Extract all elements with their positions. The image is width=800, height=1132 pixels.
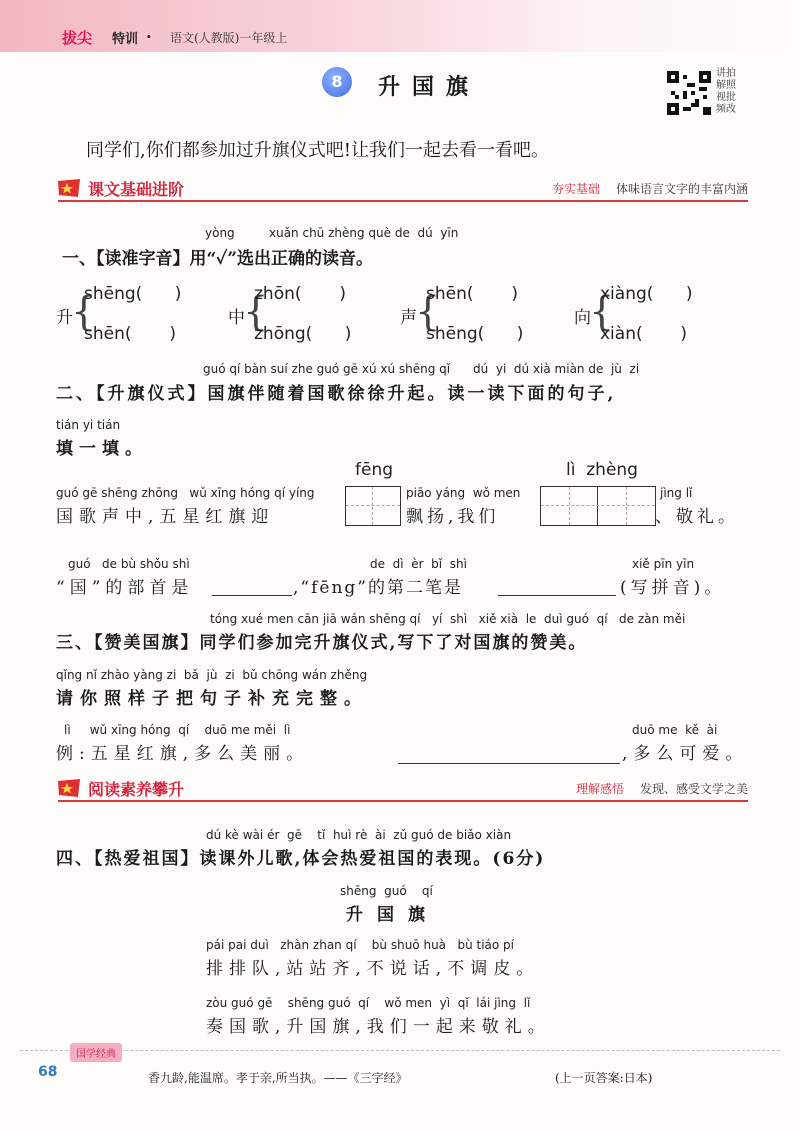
q2-text-3c: 、敬礼。 bbox=[655, 507, 739, 527]
q2-text-2: 填一填。 bbox=[56, 439, 148, 459]
answer-blank-praise[interactable] bbox=[398, 762, 620, 764]
section-title: 阅读素养攀升 bbox=[88, 780, 185, 799]
q4-pinyin: dú kè wài ér gē tǐ huì rè ài zǔ guó de biǎo xiàn bbox=[206, 828, 512, 842]
q3-pinyin-2: qǐng nǐ zhào yàng zi bǎ jù zi bǔ chōng wán zhěng bbox=[56, 668, 368, 682]
star-flag-icon bbox=[58, 179, 80, 197]
q3-text-4: ,多么可爱。 bbox=[622, 744, 749, 764]
section-tag: 体味语言文字的丰富内涵 bbox=[615, 182, 748, 196]
q3-pinyin-4: duō me kě ài bbox=[632, 723, 718, 737]
poem-line-pinyin: zòu guó gē shēng guó qí wǒ men yì qǐ lái jìng lǐ bbox=[206, 996, 531, 1010]
book-info: 语文(人教版)一年级上 bbox=[170, 31, 288, 45]
q1-opt-3a[interactable]: shēn( ) bbox=[426, 284, 518, 304]
tianzige-box-2[interactable] bbox=[540, 486, 656, 526]
q1-text: 一、【读准字音】用“✓”选出正确的读音。 bbox=[62, 249, 374, 269]
intro-text: 同学们,你们都参加过升旗仪式吧!让我们一起去看一看吧。 bbox=[86, 140, 549, 161]
q3-pinyin-3: lì wǔ xīng hóng qí duō me měi lì bbox=[64, 723, 291, 737]
q2-pinyin-4c: xiě pīn yīn bbox=[632, 557, 695, 571]
section-tagline bbox=[552, 180, 748, 197]
q1-opt-4a[interactable]: xiàng( ) bbox=[600, 284, 693, 304]
tianzige-box-1[interactable] bbox=[345, 486, 401, 526]
q2-pinyin-3a: guó gē shēng zhōng wǔ xīng hóng qí yíng bbox=[56, 486, 315, 500]
brace-icon: { bbox=[415, 289, 441, 335]
brace-icon: { bbox=[243, 289, 269, 335]
brand-name: 拔尖 bbox=[62, 29, 93, 47]
poem-title: 升国旗 bbox=[346, 905, 439, 925]
q3-pinyin-1: tóng xué men cān jiā wán shēng qí yí shì xiě xià le duì guó qí de zàn měi bbox=[210, 612, 686, 626]
page-number: 68 bbox=[38, 1064, 58, 1080]
footer-tag: 国学经典 bbox=[70, 1043, 122, 1062]
q2-text-4c: (写拼音)。 bbox=[620, 578, 726, 598]
q2-text-4a: “国”的部首是 bbox=[56, 578, 194, 598]
brace-icon: { bbox=[589, 289, 615, 335]
section-tagline bbox=[576, 780, 748, 797]
section-header-basic bbox=[58, 178, 748, 204]
q2-pinyin-2: tián yi tián bbox=[56, 418, 121, 432]
q2-pinyin-4a: guó de bù shǒu shì bbox=[68, 557, 190, 571]
section-title: 课文基础进阶 bbox=[88, 180, 185, 199]
q1-char-1: 升 bbox=[56, 308, 73, 328]
answer-blank-radical[interactable] bbox=[212, 594, 292, 596]
q3-text-2: 请你照样子把句子补充完整。 bbox=[56, 689, 368, 709]
q3-text-1: 三、【赞美国旗】同学们参加完升旗仪式,写下了对国旗的赞美。 bbox=[56, 633, 588, 653]
q1-opt-2a[interactable]: zhōn( ) bbox=[254, 284, 346, 304]
q1-char-4: 向 bbox=[574, 308, 591, 328]
section-header-reading bbox=[58, 778, 748, 804]
q2-pinyin-3b: piāo yáng wǒ men bbox=[406, 486, 521, 500]
previous-answer: (上一页答案:日本) bbox=[555, 1071, 653, 1085]
q1-opt-2b[interactable]: zhōng( ) bbox=[254, 324, 352, 344]
answer-blank-stroke[interactable] bbox=[498, 594, 616, 596]
poem-line: 排排队,站站齐,不说话,不调皮。 bbox=[206, 959, 540, 979]
blank-pinyin-2: lì zhèng bbox=[566, 460, 638, 480]
q2-pinyin-4b: de dì èr bǐ shì bbox=[370, 557, 467, 571]
q1-opt-1a[interactable]: shēng( ) bbox=[84, 284, 182, 304]
lesson-number: 8 bbox=[322, 67, 352, 97]
q4-text: 四、【热爱祖国】读课外儿歌,体会热爱祖国的表现。(6分) bbox=[56, 849, 546, 869]
q2-text-3b: 飘扬,我们 bbox=[406, 507, 500, 527]
q1-char-3: 声 bbox=[400, 308, 417, 328]
section-tag-red: 夯实基础 bbox=[551, 182, 600, 196]
q2-pinyin-3c: jìng lǐ bbox=[660, 486, 693, 500]
q2-text-1: 二、【升旗仪式】国旗伴随着国歌徐徐升起。读一读下面的句子, bbox=[56, 384, 617, 404]
q1-char-2: 中 bbox=[228, 308, 245, 328]
q1-pinyin: yòng xuǎn chū zhèng què de dú yīn bbox=[205, 226, 459, 240]
q1-opt-1b[interactable]: shēn( ) bbox=[84, 324, 176, 344]
poem-title-pinyin: shēng guó qí bbox=[340, 884, 433, 898]
qr-caption: 讲拍解照视批频改 bbox=[716, 68, 736, 115]
section-tag: 发现、感受文学之美 bbox=[639, 782, 748, 796]
footer-quote: 香九龄,能温席。孝于亲,所当执。——《三字经》 bbox=[148, 1071, 408, 1085]
blank-pinyin-1: fēng bbox=[355, 460, 394, 480]
q2-text-4b: ,“fēng”的第二笔是 bbox=[293, 578, 463, 598]
q3-example: 例:五星红旗,多么美丽。 bbox=[56, 744, 310, 764]
footer-divider bbox=[20, 1050, 780, 1051]
poem-line-pinyin: pái pai duì zhàn zhan qí bù shuō huà bù tiáo pí bbox=[206, 938, 515, 952]
q1-opt-4b[interactable]: xiàn( ) bbox=[600, 324, 688, 344]
lesson-title: 升国旗 bbox=[378, 74, 481, 100]
star-flag-icon bbox=[58, 779, 80, 797]
section-tag-red: 理解感悟 bbox=[575, 782, 624, 796]
header-dot: · bbox=[146, 27, 152, 46]
qr-code-icon[interactable] bbox=[667, 71, 711, 115]
q1-opt-3b[interactable]: shēng( ) bbox=[426, 324, 524, 344]
brace-icon: { bbox=[71, 289, 97, 335]
brand-name-2: 特训 bbox=[112, 32, 139, 47]
q2-text-3a: 国歌声中,五星红旗迎 bbox=[56, 507, 275, 527]
poem-line: 奏国歌,升国旗,我们一起来敬礼。 bbox=[206, 1017, 551, 1037]
q2-pinyin-1: guó qí bàn suí zhe guó gē xú xú shēng qǐ dú yi dú xià miàn de jù zi bbox=[203, 362, 640, 376]
